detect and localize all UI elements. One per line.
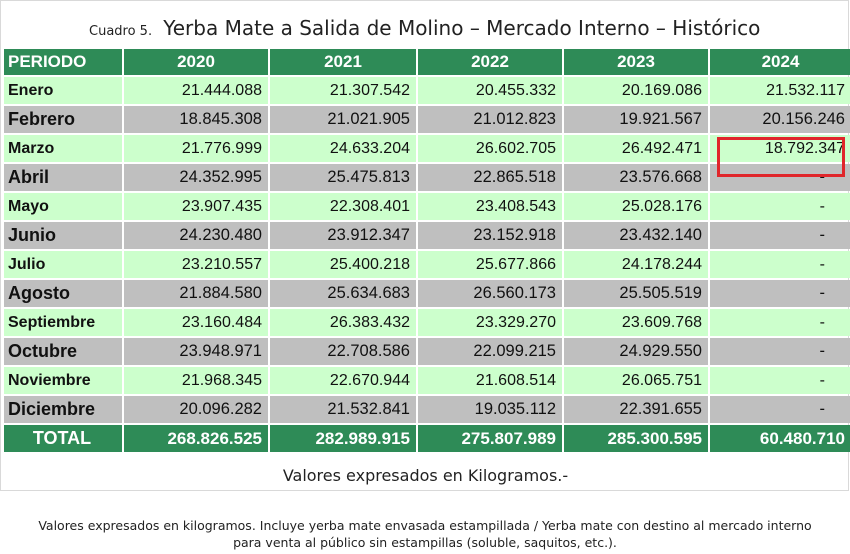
table-cell: 22.099.215: [418, 338, 562, 365]
table-cell: -: [710, 193, 850, 220]
table-cell: 24.230.480: [124, 222, 268, 249]
column-header-2020: 2020: [124, 49, 268, 75]
table-row: [4, 164, 850, 191]
table-cell: 20.096.282: [124, 396, 268, 423]
table-cell: 21.884.580: [124, 280, 268, 307]
table-cell: -: [710, 338, 850, 365]
table-cell: 23.160.484: [124, 309, 268, 336]
table-cell: 26.065.751: [564, 367, 708, 394]
table-cell: 21.532.117: [710, 77, 850, 104]
table-cell: -: [710, 280, 850, 307]
table-cell: -: [710, 309, 850, 336]
table-row: [4, 280, 850, 307]
month-label: Enero: [4, 77, 122, 104]
table-cell: 22.391.655: [564, 396, 708, 423]
column-header-2024: 2024: [710, 49, 850, 75]
table-cell: 22.865.518: [418, 164, 562, 191]
table-cell: 18.845.308: [124, 106, 268, 133]
table-cell: 25.505.519: [564, 280, 708, 307]
table-cell: -: [710, 251, 850, 278]
table-cell: 19.921.567: [564, 106, 708, 133]
table-cell: 21.307.542: [270, 77, 416, 104]
month-label: Julio: [4, 251, 122, 278]
table-cell: 24.633.204: [270, 135, 416, 162]
table-row: [4, 77, 850, 104]
table-row: [4, 367, 850, 394]
table-cell: 23.912.347: [270, 222, 416, 249]
month-label: Septiembre: [4, 309, 122, 336]
table-row: [4, 135, 850, 162]
table-cell: 25.028.176: [564, 193, 708, 220]
units-note: Valores expresados en Kilogramos.-: [282, 466, 569, 485]
table-cell: 22.708.586: [270, 338, 416, 365]
header-row: [4, 49, 850, 75]
table-cell: -: [710, 222, 850, 249]
table-cell: 23.432.140: [564, 222, 708, 249]
table-cell: 23.907.435: [124, 193, 268, 220]
column-header-2021: 2021: [270, 49, 416, 75]
table-cell: 25.400.218: [270, 251, 416, 278]
footnote-line-2: para venta al público sin estampillas (soluble, saquitos, etc.).: [233, 535, 617, 550]
total-cell: 285.300.595: [564, 425, 708, 452]
table-row: [4, 309, 850, 336]
month-label: Febrero: [4, 106, 122, 133]
table-cell: 21.444.088: [124, 77, 268, 104]
table-cell: 23.210.557: [124, 251, 268, 278]
total-cell: 268.826.525: [124, 425, 268, 452]
table-cell: 23.152.918: [418, 222, 562, 249]
table-row: [4, 251, 850, 278]
table-cell: 24.352.995: [124, 164, 268, 191]
column-header-2023: 2023: [564, 49, 708, 75]
column-header-periodo: PERIODO: [4, 49, 122, 75]
table-cell: -: [710, 164, 850, 191]
table-cell: 23.609.768: [564, 309, 708, 336]
month-label: Junio: [4, 222, 122, 249]
table-cell: 26.383.432: [270, 309, 416, 336]
table-row: [4, 396, 850, 423]
table-row: [4, 338, 850, 365]
total-row: [4, 425, 850, 452]
table-cell: -: [710, 367, 850, 394]
month-label: Agosto: [4, 280, 122, 307]
table-cell: 22.670.944: [270, 367, 416, 394]
table-row: [4, 193, 850, 220]
table-cell: 26.492.471: [564, 135, 708, 162]
data-table: [2, 47, 850, 454]
column-header-2022: 2022: [418, 49, 562, 75]
table-cell: 21.012.823: [418, 106, 562, 133]
table-cell: 21.532.841: [270, 396, 416, 423]
table-cell: 18.792.347: [710, 135, 850, 162]
table-cell: 21.021.905: [270, 106, 416, 133]
table-cell: 25.475.813: [270, 164, 416, 191]
table-cell: 23.408.543: [418, 193, 562, 220]
month-label: Abril: [4, 164, 122, 191]
table-row: [4, 106, 850, 133]
month-label: Diciembre: [4, 396, 122, 423]
month-label: Octubre: [4, 338, 122, 365]
table-caption: [89, 11, 760, 45]
table-cell: 19.035.112: [418, 396, 562, 423]
total-cell: 60.480.710: [710, 425, 850, 452]
table-cell: 23.329.270: [418, 309, 562, 336]
footnote-line-1: Valores expresados en kilogramos. Incluye yerba mate envasada estampillada / Yerba mate con destino al mercado interno: [38, 518, 812, 533]
table-cell: 24.929.550: [564, 338, 708, 365]
table-cell: 26.602.705: [418, 135, 562, 162]
month-label: Marzo: [4, 135, 122, 162]
table-cell: 25.634.683: [270, 280, 416, 307]
table-cell: 20.156.246: [710, 106, 850, 133]
page-title: Yerba Mate a Salida de Molino – Mercado Interno – Histórico: [163, 16, 761, 40]
table-cell: 21.776.999: [124, 135, 268, 162]
month-label: Noviembre: [4, 367, 122, 394]
table-cell: 22.308.401: [270, 193, 416, 220]
table-cell: 26.560.173: [418, 280, 562, 307]
table-cell: 23.576.668: [564, 164, 708, 191]
table-cell: 20.455.332: [418, 77, 562, 104]
total-cell: 275.807.989: [418, 425, 562, 452]
table-cell: 24.178.244: [564, 251, 708, 278]
table-cell: 21.968.345: [124, 367, 268, 394]
total-label: TOTAL: [4, 425, 122, 452]
table-row: [4, 222, 850, 249]
table-cell: 25.677.866: [418, 251, 562, 278]
table-cell: -: [710, 396, 850, 423]
table-cell: 21.608.514: [418, 367, 562, 394]
table-cell: 20.169.086: [564, 77, 708, 104]
table-cell: 23.948.971: [124, 338, 268, 365]
total-cell: 282.989.915: [270, 425, 416, 452]
footnote: [10, 517, 840, 551]
caption-number: Cuadro 5.: [89, 24, 153, 39]
month-label: Mayo: [4, 193, 122, 220]
